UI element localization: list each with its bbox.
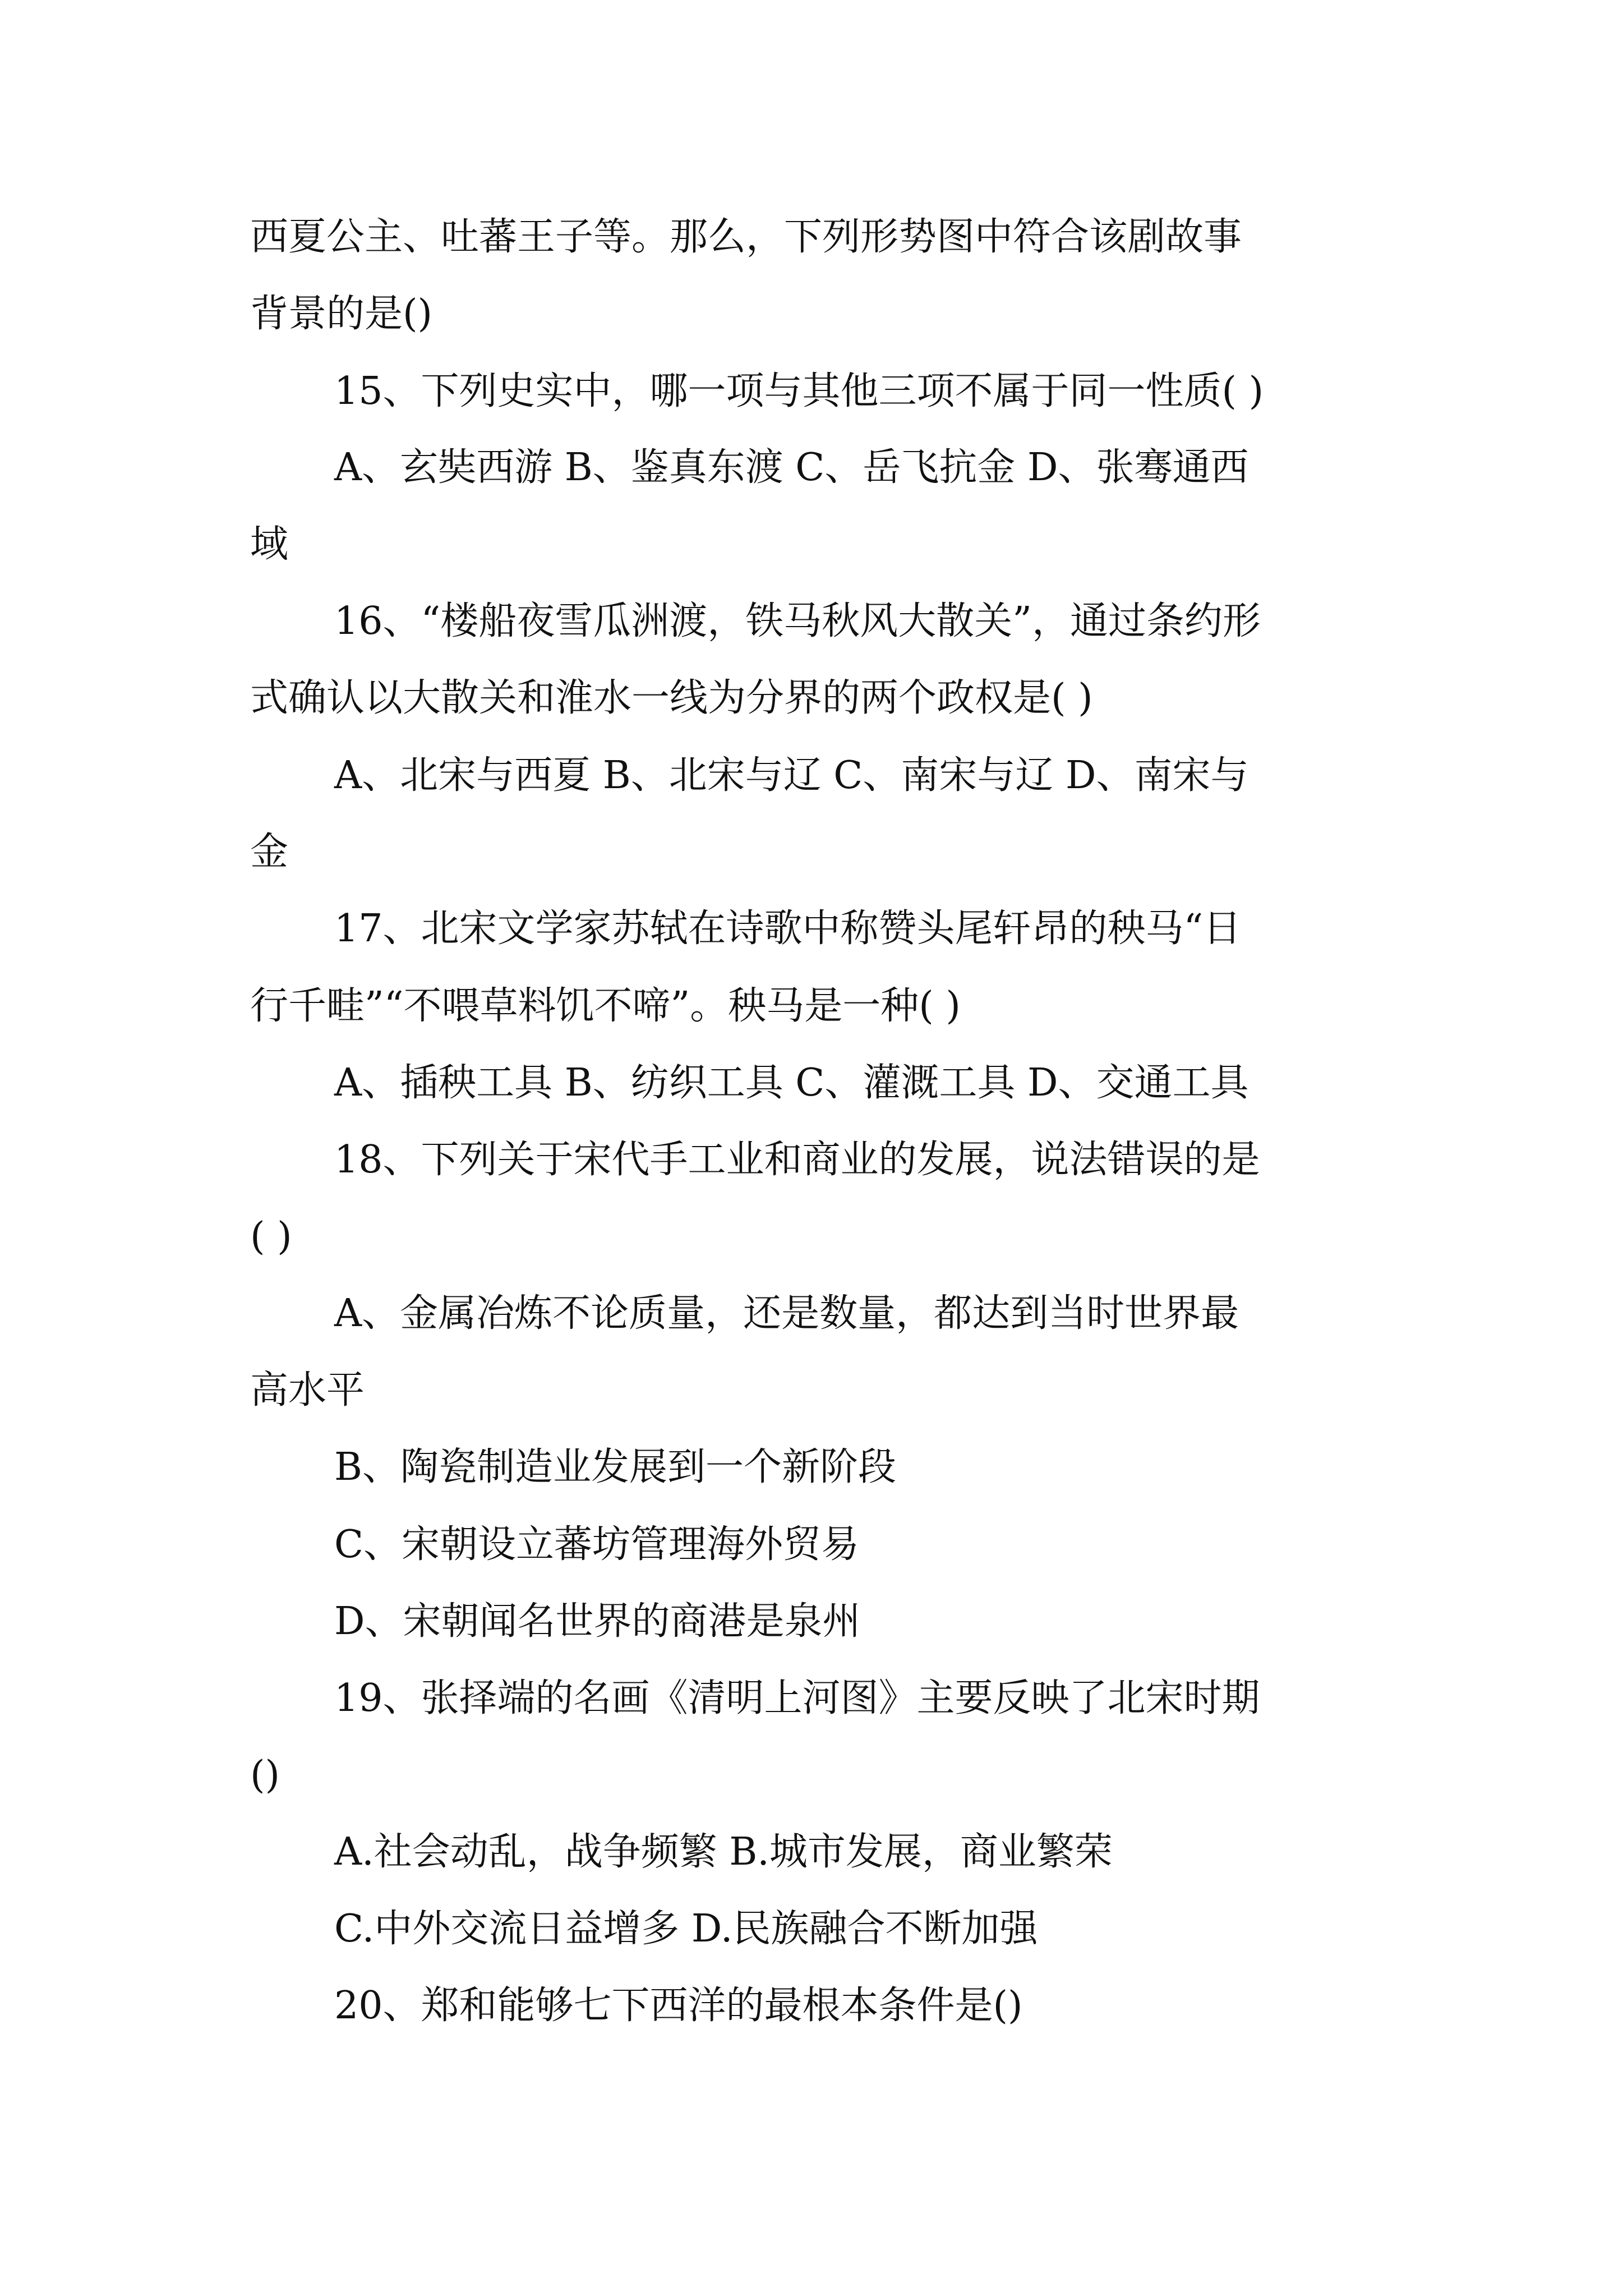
question-17-options: A、插秧工具 B、纺织工具 C、灌溉工具 D、交通工具	[334, 1061, 1249, 1105]
question-18-option-a-wrap: 高水平	[250, 1368, 365, 1412]
question-20: 20、郑和能够七下西洋的最根本条件是()	[334, 1984, 1023, 2028]
question-15-options: A、玄奘西游 B、鉴真东渡 C、岳飞抗金 D、张骞通西	[334, 445, 1249, 490]
question-19-wrap: ()	[250, 1753, 280, 1797]
question-18-option-a: A、金属冶炼不论质量，还是数量，都达到当时世界最	[334, 1291, 1239, 1336]
question-18-option-d: D、宋朝闻名世界的商港是泉州	[334, 1599, 861, 1644]
question-15: 15、下列史实中，哪一项与其他三项不属于同一性质( )	[334, 369, 1264, 413]
text-line-continuation: 西夏公主、吐蕃王子等。那么，下列形势图中符合该剧故事	[250, 215, 1242, 259]
question-19-options-cd: C.中外交流日益增多 D.民族融合不断加强	[334, 1907, 1038, 1951]
question-18-option-b: B、陶瓷制造业发展到一个新阶段	[334, 1445, 896, 1489]
question-15-options-wrap: 域	[250, 522, 289, 567]
question-16-options-wrap: 金	[250, 830, 289, 874]
question-16-options: A、北宋与西夏 B、北宋与辽 C、南宋与辽 D、南宋与	[334, 753, 1249, 798]
question-19-options-ab: A.社会动乱，战争频繁 B.城市发展，商业繁荣	[334, 1830, 1113, 1874]
question-18-wrap: ( )	[250, 1214, 292, 1259]
question-18-option-c: C、宋朝设立蕃坊管理海外贸易	[334, 1522, 860, 1567]
question-16-wrap: 式确认以大散关和淮水一线为分界的两个政权是( )	[250, 676, 1093, 720]
question-17: 17、北宋文学家苏轼在诗歌中称赞头尾轩昂的秧马“日	[334, 907, 1242, 951]
text-line-continuation: 背景的是()	[250, 292, 433, 336]
question-18: 18、下列关于宋代手工业和商业的发展，说法错误的是	[334, 1138, 1260, 1182]
question-16: 16、“楼船夜雪瓜洲渡，铁马秋风大散关”，通过条约形	[334, 599, 1261, 643]
question-19: 19、张择端的名画《清明上河图》主要反映了北宋时期	[334, 1676, 1260, 1720]
question-17-wrap: 行千畦”“不喂草料饥不啼”。秧马是一种( )	[250, 984, 961, 1028]
